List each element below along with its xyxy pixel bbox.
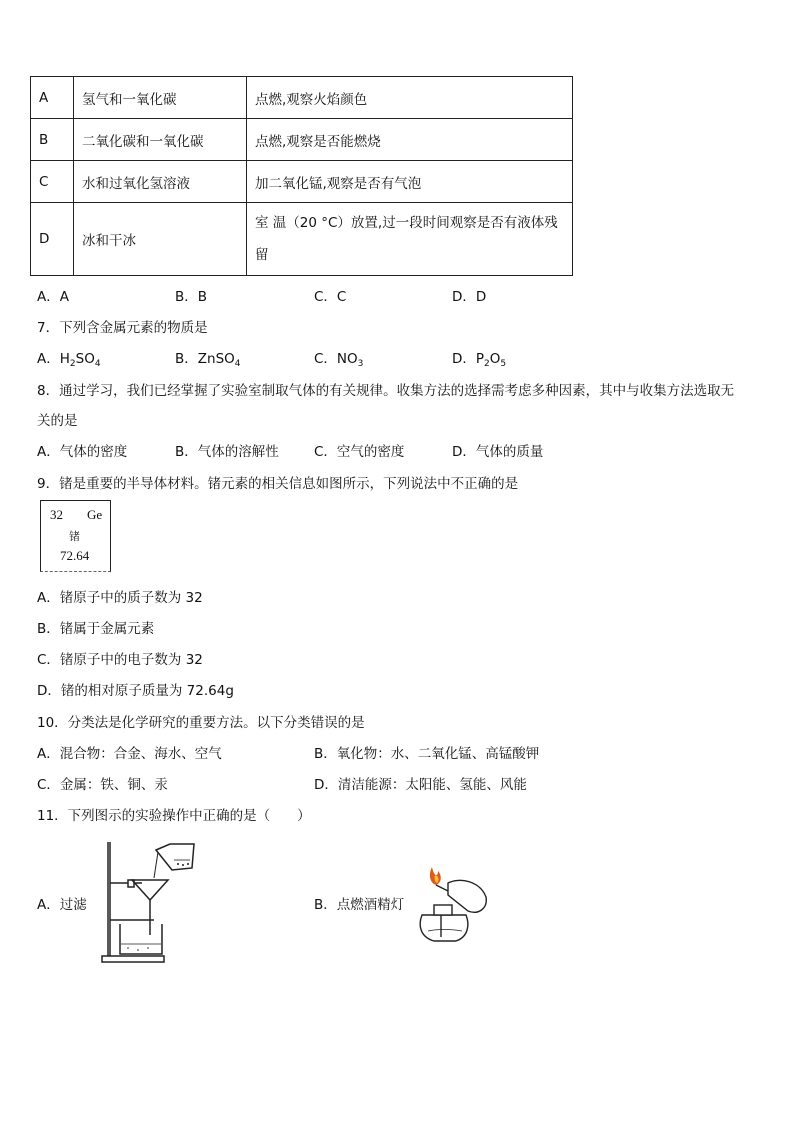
element-name: 锗 xyxy=(69,530,80,543)
table-row xyxy=(31,119,573,161)
q6-option-d: D．D xyxy=(452,289,487,305)
q9-stem: 9．锗是重要的半导体材料。锗元素的相关信息如图所示，下列说法中不正确的是 xyxy=(37,476,519,492)
row-letter: D xyxy=(31,203,74,276)
q7-stem: 7．下列含金属元素的物质是 xyxy=(37,320,208,336)
row-method: 点燃,观察是否能燃烧 xyxy=(247,119,573,161)
element-card xyxy=(40,500,111,572)
row-method: 加二氧化锰,观察是否有气泡 xyxy=(247,161,573,203)
q11-option-b: B．点燃酒精灯 xyxy=(314,897,405,913)
q6-option-b: B．B xyxy=(175,289,208,305)
row-letter: C xyxy=(31,161,74,203)
q7-option-b: B．ZnSO$_4$ xyxy=(175,351,241,369)
q7-option-c: C．$NO_3$ xyxy=(314,351,364,369)
q9-option-b: B．锗属于金属元素 xyxy=(37,621,155,637)
table-row xyxy=(31,77,573,119)
q8-option-a: A．气体的密度 xyxy=(37,444,128,460)
q7-option-a: A．$H_2SO_4$ xyxy=(37,351,101,369)
q8-option-c: C．空气的密度 xyxy=(314,444,405,460)
q10-option-a: A．混合物：合金、海水、空气 xyxy=(37,746,222,762)
q8-option-d: D．气体的质量 xyxy=(452,444,544,460)
atomic-number: 32 xyxy=(50,507,63,522)
q9-option-a: A．锗原子中的质子数为 32 xyxy=(37,590,203,606)
q10-option-d: D．清洁能源：太阳能、氢能、风能 xyxy=(314,777,527,793)
row-substances: 冰和干冰 xyxy=(74,203,247,276)
row-substances: 二氧化碳和一氧化碳 xyxy=(74,119,247,161)
q10-option-c: C．金属：铁、铜、汞 xyxy=(37,777,168,793)
q8-stem-line-1: 8．通过学习，我们已经掌握了实验室制取气体的有关规律。收集方法的选择需考虑多种因素，其中与收集方法选取无 xyxy=(37,383,735,399)
q9-option-c: C．锗原子中的电子数为 32 xyxy=(37,652,203,668)
row-method xyxy=(247,203,573,276)
filtration-illustration xyxy=(98,840,208,965)
q8-stem-line-2: 关的是 xyxy=(37,413,78,429)
q11-stem: 11．下列图示的实验操作中正确的是（ ） xyxy=(37,808,311,824)
row-substances: 氢气和一氧化碳 xyxy=(74,77,247,119)
element-symbol: Ge xyxy=(87,507,103,522)
table-row xyxy=(31,203,573,276)
q8-option-b: B．气体的溶解性 xyxy=(175,444,279,460)
row-letter: B xyxy=(31,119,74,161)
q6-option-c: C．C xyxy=(314,289,347,305)
method-line-2: 留 xyxy=(255,247,269,263)
row-letter: A xyxy=(31,77,74,119)
q9-option-d: D．锗的相对原子质量为 72.64g xyxy=(37,683,234,699)
q10-stem: 10．分类法是化学研究的重要方法。以下分类错误的是 xyxy=(37,715,365,731)
q7-option-d: D．$P_2O_5$ xyxy=(452,351,507,369)
method-line-1: 室 温（20 °C）放置,过一段时间观察是否有液体残 xyxy=(255,215,558,231)
comparison-table xyxy=(30,76,573,276)
row-method: 点燃,观察火焰颜色 xyxy=(247,77,573,119)
row-substances: 水和过氧化氢溶液 xyxy=(74,161,247,203)
q10-option-b: B．氧化物：水、二氧化锰、高锰酸钾 xyxy=(314,746,540,762)
q6-option-a: A．A xyxy=(37,289,69,305)
alcohol-lamp-illustration xyxy=(408,855,490,947)
q11-option-a: A．过滤 xyxy=(37,897,87,913)
table-row xyxy=(31,161,573,203)
atomic-mass: 72.64 xyxy=(60,548,90,563)
